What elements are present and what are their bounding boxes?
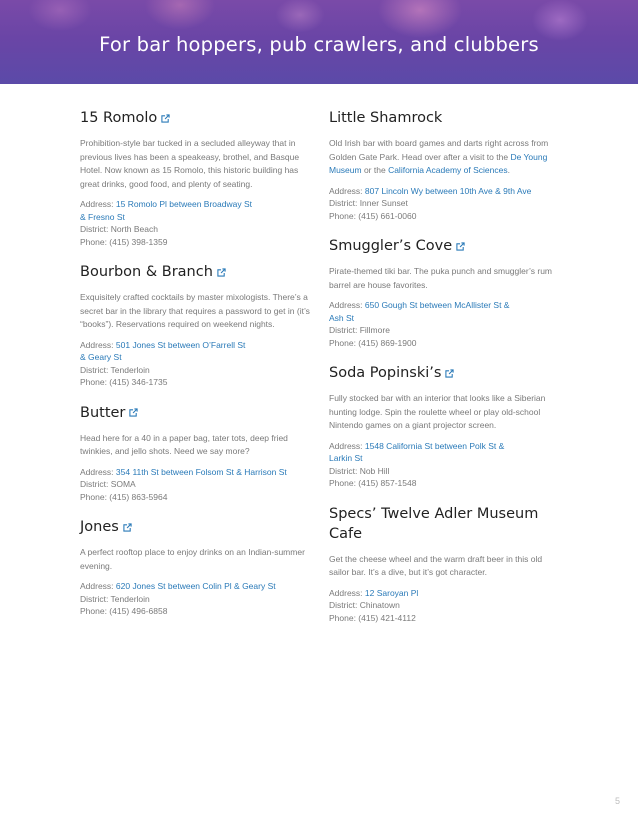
venue-phone: Phone: (415) 863-5964	[80, 491, 168, 502]
external-link-icon[interactable]	[129, 408, 138, 417]
address-link-cont[interactable]: Ash St	[329, 312, 355, 323]
address-link[interactable]: 12 Saroyan Pl	[364, 587, 419, 598]
venue-jones	[80, 517, 310, 618]
venue-description: Pirate-themed tiki bar. The puka punch and smuggler’s rum barrel are house favorites.	[329, 266, 553, 290]
venue-district: District: North Beach	[80, 224, 158, 234]
venue-address: Address: 620 Jones St between Colin Pl & Geary St	[80, 581, 276, 591]
external-link-icon[interactable]	[217, 268, 226, 277]
venue-district: District: Nob Hill	[329, 465, 390, 476]
address-link[interactable]: 620 Jones St between Colin Pl & Geary St	[115, 581, 276, 591]
venue-phone: Phone: (415) 857-1548	[329, 478, 417, 488]
venue-address: Address: 807 Lincoln Wy between 10th Ave & 9th Ave	[329, 185, 532, 196]
venue-bourbon-branch	[80, 262, 310, 389]
venue-name: Specs’ Twelve Adler Museum Cafe	[329, 505, 539, 542]
venue-description: Exquisitely crafted cocktails by master mixologists. There’s a secret bar in the library that requires a password to get in (it’s “books”). Reservations required on weekend nights.	[80, 292, 310, 329]
venue-name: Jones	[80, 517, 310, 537]
venue-address: Address: 354 11th St between Folsom St & Harrison St	[80, 466, 287, 477]
address-link[interactable]: 501 Jones St between O’Farrell St	[115, 339, 246, 350]
venue-phone: Phone: (415) 398-1359	[80, 236, 168, 247]
address-link[interactable]: 1548 California St between Polk St &	[364, 440, 505, 451]
venue-butter	[80, 403, 310, 504]
address-link[interactable]: 650 Gough St between McAllister St &	[364, 300, 510, 310]
page-number: 5	[614, 796, 620, 806]
venue-description: Old Irish bar with board games and darts right across from Golden Gate Park. Head over after a visit to the De Young Museum or the California Academy of Sciences.	[329, 138, 549, 175]
venue-name: Soda Popinski’s	[329, 363, 559, 383]
venue-name: 15 Romolo	[80, 108, 310, 128]
left-column	[80, 108, 310, 632]
venue-phone: Phone: (415) 661-0060	[329, 210, 417, 221]
venue-district: District: Chinatown	[329, 600, 400, 610]
external-link-icon[interactable]	[123, 523, 132, 532]
address-link[interactable]: 807 Lincoln Wy between 10th Ave & 9th Ave	[364, 185, 532, 196]
venue-district: District: Tenderloin	[80, 593, 150, 604]
venue-specs	[329, 504, 559, 625]
right-column	[329, 108, 559, 638]
venue-name: Bourbon & Branch	[80, 262, 310, 282]
venue-15-romolo	[80, 108, 310, 248]
venue-phone: Phone: (415) 346-1735	[80, 377, 168, 387]
venue-district: District: Inner Sunset	[329, 198, 408, 208]
de-young-link[interactable]: De Young Museum	[329, 151, 548, 175]
address-link-cont[interactable]: Larkin St	[329, 453, 363, 463]
address-link[interactable]: 354 11th St between Folsom St & Harrison St	[115, 466, 287, 477]
header-banner	[0, 0, 638, 84]
venue-little-shamrock	[329, 108, 559, 222]
venue-description: Fully stocked bar with an interior that looks like a Siberian hunting lodge. Spin the roulette wheel or play old-school Nintendo games on a giant projector screen.	[329, 393, 546, 430]
venue-smugglers-cove	[329, 236, 559, 349]
venue-description: A perfect rooftop place to enjoy drinks on an Indian-summer evening.	[80, 547, 305, 571]
venue-phone: Phone: (415) 421-4112	[329, 612, 416, 623]
banner-title: For bar hoppers, pub crawlers, and clubbers	[99, 33, 539, 56]
venue-address: Address: 15 Romolo Pl between Broadway St & Fresno St	[80, 199, 252, 222]
venue-district: District: SOMA	[80, 479, 136, 489]
venue-address: Address: 12 Saroyan Pl	[329, 587, 419, 598]
venue-name: Little Shamrock	[329, 110, 443, 126]
venue-address: Address: 1548 California St between Polk St & Larkin St	[329, 440, 505, 463]
academy-of-sciences-link[interactable]: California Academy of Sciences	[388, 165, 508, 175]
venue-description: Prohibition-style bar tucked in a secluded alleyway that in previous lives has been a speakeasy, brothel, and Basque Hotel. Now known as 15 Romolo, this historic building has great drinks, good food, and plenty of seating.	[80, 138, 300, 189]
external-link-icon[interactable]	[456, 242, 465, 251]
venue-description: Get the cheese wheel and the warm draft beer in this old sailor bar. It’s a dive, but it’s got character.	[329, 553, 543, 577]
venue-address: Address: 501 Jones St between O’Farrell St & Geary St	[80, 339, 246, 362]
venue-district: District: Fillmore	[329, 325, 390, 335]
external-link-icon[interactable]	[445, 369, 454, 378]
external-link-icon[interactable]	[161, 114, 170, 123]
address-link-cont[interactable]: & Geary St	[80, 352, 122, 362]
venue-name: Butter	[80, 403, 310, 423]
venue-address: Address: 650 Gough St between McAllister St & Ash St	[329, 300, 510, 323]
address-link-cont[interactable]: & Fresno St	[80, 211, 125, 222]
venue-soda-popinskis	[329, 363, 559, 490]
venue-phone: Phone: (415) 496-6858	[80, 606, 168, 616]
address-link[interactable]: 15 Romolo Pl between Broadway St	[115, 199, 252, 209]
venue-district: District: Tenderloin	[80, 364, 150, 375]
venue-phone: Phone: (415) 869-1900	[329, 337, 417, 348]
venue-name: Smuggler’s Cove	[329, 236, 559, 256]
venue-description: Head here for a 40 in a paper bag, tater tots, deep fried twinkies, and jello shots. Need we say more?	[80, 432, 288, 456]
